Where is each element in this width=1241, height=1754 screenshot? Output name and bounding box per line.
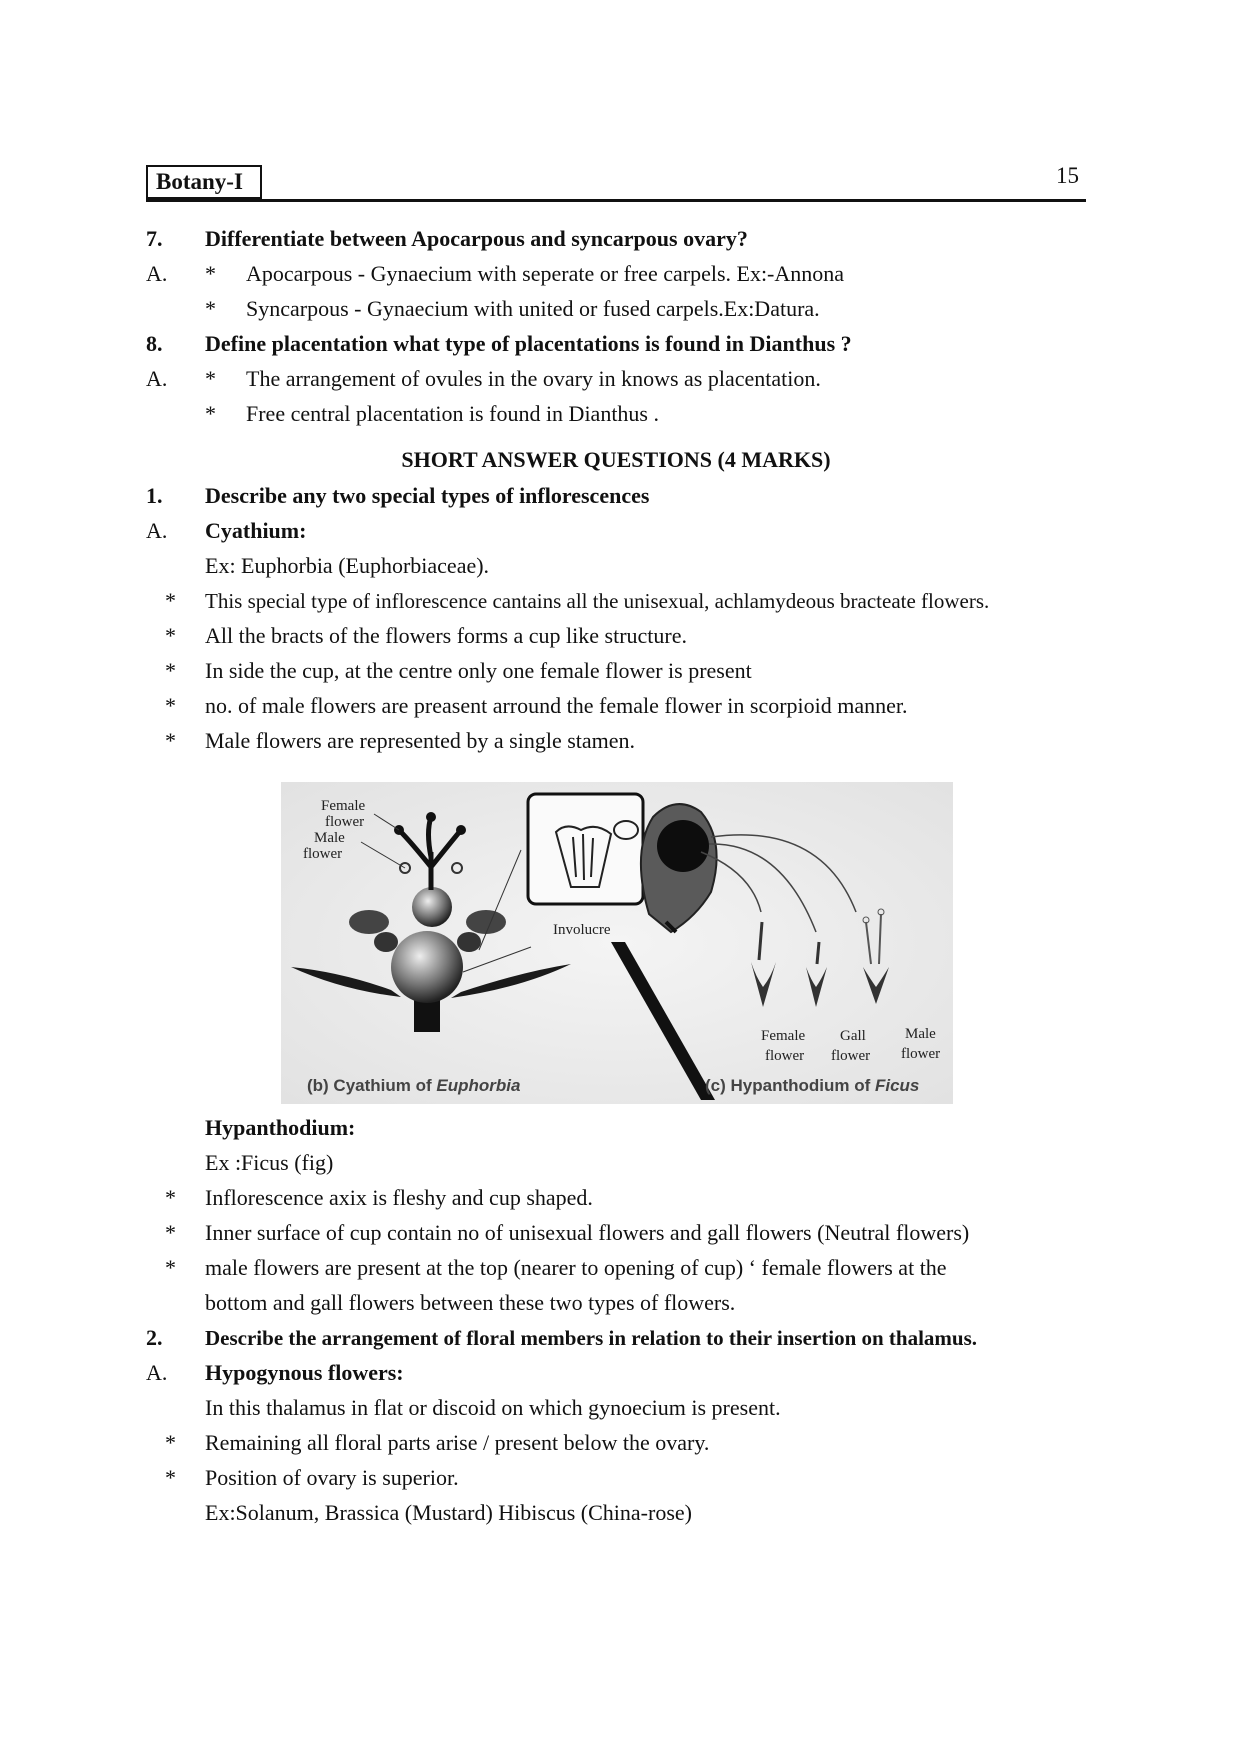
- text-line: *: [165, 658, 176, 683]
- text-line: Define placentation what type of placentations is found in Dianthus ?: [205, 331, 852, 356]
- text-line: In this thalamus in flat or discoid on which gynoecium is present.: [205, 1395, 781, 1420]
- header-rule: [146, 199, 1086, 202]
- text-line: Remaining all floral parts arise / present below the ovary.: [205, 1430, 710, 1455]
- text-line: Describe the arrangement of floral members in relation to their insertion on thalamus.: [205, 1326, 978, 1350]
- cyathium-inset: [528, 794, 643, 904]
- text-line: Differentiate between Apocarpous and syncarpous ovary?: [205, 226, 748, 251]
- text-line: *: [205, 401, 216, 426]
- text-line: bottom and gall flowers between these two types of flowers.: [205, 1290, 736, 1315]
- text-line: In side the cup, at the centre only one female flower is present: [205, 658, 752, 683]
- text-line: no. of male flowers are preasent arround the female flower in scorpioid manner.: [205, 693, 908, 718]
- text-line: 2.: [146, 1325, 163, 1350]
- text-line: Hypanthodium:: [205, 1115, 356, 1140]
- text-line: Position of ovary is superior.: [205, 1465, 459, 1490]
- text-line: A.: [146, 518, 168, 543]
- caption-hypanthodium: (c) Hypanthodium of Ficus: [705, 1076, 920, 1095]
- text-line: *: [205, 296, 216, 321]
- text-line: Ex: Euphorbia (Euphorbiaceae).: [205, 553, 490, 578]
- text-line: A.: [146, 261, 168, 286]
- text-line: Male flowers are represented by a single stamen.: [205, 728, 636, 753]
- label-male-flower-h2: flower: [901, 1046, 941, 1062]
- caption-cyathium: (b) Cyathium of Euphorbia: [307, 1076, 521, 1095]
- text-line: Free central placentation is found in Dianthus .: [246, 401, 659, 426]
- text-line: All the bracts of the flowers forms a cup like structure.: [205, 623, 688, 648]
- text-line: 7.: [146, 226, 163, 251]
- text-line: A.: [146, 1360, 168, 1385]
- label-female-flower-h1: Female: [761, 1028, 806, 1044]
- text-line: Apocarpous - Gynaecium with seperate or free carpels. Ex:-Annona: [246, 261, 845, 286]
- text-line: 8.: [146, 331, 163, 356]
- text-line: Hypogynous flowers:: [205, 1360, 404, 1385]
- text-line: Ex:Solanum, Brassica (Mustard) Hibiscus (China-rose): [205, 1500, 692, 1525]
- text-line: *: [165, 1220, 176, 1245]
- text-line: *: [165, 1465, 176, 1490]
- text-line: Inflorescence axix is fleshy and cup shaped.: [205, 1185, 593, 1210]
- text-line: *: [205, 366, 216, 391]
- text-line: *: [165, 623, 176, 648]
- text-line: *: [165, 1430, 176, 1455]
- label-gall-flower-h2: flower: [831, 1048, 871, 1064]
- text-line: *: [165, 728, 176, 753]
- text-line: *: [165, 693, 176, 718]
- text-line: Describe any two special types of inflorescences: [205, 483, 650, 508]
- text-line: *: [205, 261, 216, 286]
- text-line: This special type of inflorescence cantains all the unisexual, achlamydeous bracteate flowers.: [205, 589, 990, 613]
- text-line: Ex :Ficus (fig): [205, 1150, 334, 1175]
- label-male-flower-line1: Male: [314, 830, 345, 846]
- text-line: SHORT ANSWER QUESTIONS (4 MARKS): [401, 447, 831, 472]
- figure-inflorescences: [281, 782, 953, 1104]
- label-male-flower-h1: Male: [905, 1026, 936, 1042]
- text-line: *: [165, 1185, 176, 1210]
- header-title: Botany-I: [146, 165, 262, 199]
- label-involucre: Involucre: [553, 922, 611, 938]
- label-female-flower-line2: flower: [325, 814, 365, 830]
- text-line: 1.: [146, 483, 163, 508]
- text-line: Syncarpous - Gynaecium with united or fused carpels.Ex:Datura.: [246, 296, 820, 321]
- text-line: Cyathium:: [205, 518, 307, 543]
- label-gall-flower-h1: Gall: [840, 1028, 866, 1044]
- label-female-flower-h2: flower: [765, 1048, 805, 1064]
- text-line: *: [165, 588, 176, 613]
- label-male-flower-line2: flower: [303, 846, 343, 862]
- page-number: 15: [1056, 163, 1079, 188]
- text-line: *: [165, 1255, 176, 1280]
- label-female-flower-line1: Female: [321, 798, 366, 814]
- text-line: A.: [146, 366, 168, 391]
- text-line: Inner surface of cup contain no of unisexual flowers and gall flowers (Neutral flowers): [205, 1220, 970, 1245]
- text-line: male flowers are present at the top (nearer to opening of cup) ‘ female flowers at the: [205, 1255, 947, 1280]
- text-line: The arrangement of ovules in the ovary in knows as placentation.: [246, 366, 821, 391]
